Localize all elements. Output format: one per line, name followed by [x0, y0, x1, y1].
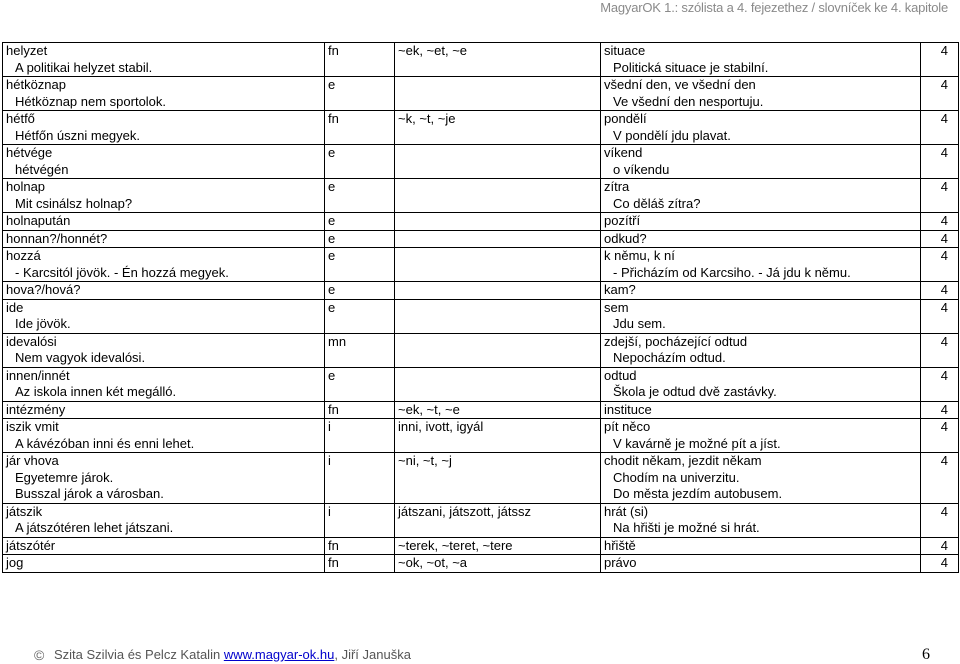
chapter-number: 4 — [940, 555, 948, 570]
hungarian-example: Nem vagyok idevalósi. — [15, 350, 146, 365]
table-row — [3, 333, 959, 367]
chapter-cell — [921, 453, 959, 504]
table-row — [3, 179, 959, 213]
czech-cell — [601, 419, 921, 453]
czech-headword: pozítří — [604, 213, 641, 228]
part-of-speech: i — [328, 453, 331, 468]
part-of-speech-cell — [325, 145, 395, 179]
hungarian-headword: helyzet — [6, 43, 48, 58]
table-row — [3, 453, 959, 504]
part-of-speech: e — [328, 179, 336, 194]
czech-headword: víkend — [604, 145, 643, 160]
inflection-forms: ~ek, ~et, ~e — [398, 43, 468, 58]
czech-headword: k němu, k ní — [604, 248, 675, 263]
chapter-cell — [921, 537, 959, 555]
hungarian-headword: iszik vmit — [6, 419, 59, 434]
page-footer — [34, 646, 944, 664]
czech-cell — [601, 367, 921, 401]
chapter-number: 4 — [940, 213, 948, 228]
czech-cell — [601, 248, 921, 282]
hungarian-cell — [3, 367, 325, 401]
czech-example: V kavárně je možné pít a jíst. — [613, 435, 781, 451]
hungarian-headword: jog — [6, 555, 24, 570]
czech-headword: zdejší, pocházející odtud — [604, 333, 748, 349]
chapter-cell — [921, 503, 959, 537]
inflection-cell — [395, 230, 601, 248]
part-of-speech-cell — [325, 503, 395, 537]
hungarian-headword: hétköznap — [6, 77, 66, 92]
part-of-speech: fn — [328, 401, 339, 417]
part-of-speech: e — [328, 77, 336, 92]
hungarian-headword: intézmény — [6, 401, 66, 417]
czech-headword: všední den, ve všední den — [604, 77, 756, 92]
chapter-cell — [921, 555, 959, 573]
inflection-forms: ~ni, ~t, ~j — [398, 453, 452, 468]
part-of-speech-cell — [325, 419, 395, 453]
chapter-number: 4 — [940, 503, 948, 519]
part-of-speech-cell — [325, 401, 395, 419]
inflection-cell — [395, 213, 601, 231]
czech-cell — [601, 43, 921, 77]
part-of-speech: e — [328, 282, 336, 297]
chapter-number: 4 — [940, 419, 948, 434]
chapter-number: 4 — [940, 179, 948, 194]
hungarian-headword: hozzá — [6, 248, 41, 263]
hungarian-cell — [3, 43, 325, 77]
hungarian-example: Egyetemre járok. — [15, 469, 114, 485]
chapter-number: 4 — [940, 333, 948, 349]
hungarian-headword: innen/innét — [6, 367, 70, 383]
czech-cell — [601, 453, 921, 504]
czech-headword: hřiště — [604, 537, 636, 553]
inflection-cell — [395, 555, 601, 573]
hungarian-headword: hétfő — [6, 111, 35, 126]
czech-headword: odkud? — [604, 230, 647, 246]
table-row — [3, 213, 959, 231]
inflection-cell — [395, 453, 601, 504]
part-of-speech: e — [328, 213, 336, 228]
hungarian-example: Hétköznap nem sportolok. — [15, 93, 167, 109]
table-row — [3, 43, 959, 77]
part-of-speech-cell — [325, 230, 395, 248]
chapter-cell — [921, 145, 959, 179]
table-row — [3, 503, 959, 537]
table-row — [3, 419, 959, 453]
czech-example: Politická situace je stabilní. — [613, 59, 769, 75]
part-of-speech: fn — [328, 555, 339, 570]
inflection-forms: inni, ivott, igyál — [398, 419, 484, 434]
hungarian-example: Ide jövök. — [15, 316, 71, 331]
vocabulary-table-body — [3, 43, 959, 573]
hungarian-example: A politikai helyzet stabil. — [15, 59, 153, 75]
part-of-speech-cell — [325, 537, 395, 555]
czech-headword: pondělí — [604, 111, 647, 126]
czech-cell — [601, 503, 921, 537]
footer-credit — [54, 647, 411, 662]
inflection-forms: ~terek, ~teret, ~tere — [398, 537, 513, 553]
czech-headword: zítra — [604, 179, 630, 194]
hungarian-cell — [3, 77, 325, 111]
part-of-speech: fn — [328, 537, 339, 553]
czech-headword: situace — [604, 43, 646, 58]
part-of-speech-cell — [325, 213, 395, 231]
czech-example: V pondělí jdu plavat. — [613, 127, 731, 143]
footer-authors: Szita Szilvia és Pelcz Katalin — [54, 647, 221, 662]
inflection-cell — [395, 248, 601, 282]
chapter-number: 4 — [940, 401, 948, 417]
table-row — [3, 145, 959, 179]
hungarian-cell — [3, 299, 325, 333]
table-row — [3, 248, 959, 282]
table-row — [3, 230, 959, 248]
inflection-cell — [395, 419, 601, 453]
hungarian-headword: idevalósi — [6, 333, 57, 349]
czech-headword: odtud — [604, 367, 637, 383]
czech-headword: hrát (si) — [604, 503, 649, 519]
inflection-cell — [395, 537, 601, 555]
part-of-speech-cell — [325, 333, 395, 367]
website-link[interactable]: www.magyar-ok.hu — [223, 647, 335, 662]
czech-example: o víkendu — [613, 161, 670, 177]
chapter-number: 4 — [940, 537, 948, 553]
hungarian-cell — [3, 419, 325, 453]
inflection-cell — [395, 503, 601, 537]
inflection-cell — [395, 282, 601, 300]
part-of-speech: e — [328, 230, 336, 246]
chapter-cell — [921, 419, 959, 453]
czech-cell — [601, 282, 921, 300]
czech-headword: pít něco — [604, 419, 651, 434]
table-row — [3, 537, 959, 555]
table-row — [3, 555, 959, 573]
chapter-number: 4 — [940, 145, 948, 160]
inflection-forms: ~ek, ~t, ~e — [398, 401, 460, 417]
part-of-speech-cell — [325, 453, 395, 504]
czech-cell — [601, 299, 921, 333]
part-of-speech-cell — [325, 111, 395, 145]
hungarian-headword: játszik — [6, 503, 43, 519]
czech-cell — [601, 230, 921, 248]
czech-example: Chodím na univerzitu. — [613, 469, 740, 485]
table-row — [3, 282, 959, 300]
inflection-cell — [395, 111, 601, 145]
chapter-cell — [921, 77, 959, 111]
table-row — [3, 401, 959, 419]
chapter-cell — [921, 248, 959, 282]
table-row — [3, 299, 959, 333]
footer-translator: , Jiří Januška — [334, 647, 411, 662]
chapter-number: 4 — [940, 453, 948, 468]
chapter-number: 4 — [940, 111, 948, 126]
chapter-number: 4 — [940, 367, 948, 383]
hungarian-cell — [3, 213, 325, 231]
chapter-cell — [921, 213, 959, 231]
inflection-cell — [395, 145, 601, 179]
part-of-speech-cell — [325, 248, 395, 282]
czech-example: Jdu sem. — [613, 316, 666, 331]
czech-cell — [601, 401, 921, 419]
part-of-speech-cell — [325, 555, 395, 573]
chapter-number: 4 — [940, 282, 948, 297]
chapter-cell — [921, 333, 959, 367]
inflection-cell — [395, 333, 601, 367]
part-of-speech: fn — [328, 111, 339, 126]
part-of-speech: e — [328, 248, 336, 263]
inflection-cell — [395, 179, 601, 213]
czech-cell — [601, 77, 921, 111]
hungarian-example: Az iskola innen két megálló. — [15, 384, 177, 399]
table-row — [3, 367, 959, 401]
inflection-forms: játszani, játszott, játssz — [398, 503, 531, 519]
part-of-speech-cell — [325, 282, 395, 300]
czech-cell — [601, 179, 921, 213]
chapter-cell — [921, 282, 959, 300]
part-of-speech: e — [328, 367, 336, 383]
hungarian-example: - Karcsitól jövök. - Én hozzá megyek. — [15, 264, 229, 280]
czech-cell — [601, 213, 921, 231]
page-header-title: MagyarOK 1.: szólista a 4. fejezethez / slovníček ke 4. kapitole — [600, 0, 948, 15]
chapter-number: 4 — [940, 248, 948, 263]
czech-cell — [601, 145, 921, 179]
hungarian-example: Hétfőn úszni megyek. — [15, 127, 141, 143]
hungarian-example: Busszal járok a városban. — [15, 486, 164, 501]
chapter-number: 4 — [940, 77, 948, 92]
hungarian-headword: hova?/hová? — [6, 282, 81, 297]
part-of-speech: e — [328, 299, 336, 315]
page-number: 6 — [922, 646, 930, 663]
part-of-speech-cell — [325, 299, 395, 333]
copyright-icon: © — [34, 647, 45, 663]
chapter-cell — [921, 179, 959, 213]
czech-example: Do města jezdím autobusem. — [613, 486, 783, 501]
czech-cell — [601, 111, 921, 145]
hungarian-cell — [3, 248, 325, 282]
part-of-speech: i — [328, 419, 331, 434]
part-of-speech-cell — [325, 179, 395, 213]
hungarian-example: A játszótéren lehet játszani. — [15, 520, 174, 535]
chapter-cell — [921, 367, 959, 401]
hungarian-example: hétvégén — [15, 161, 69, 177]
hungarian-cell — [3, 401, 325, 419]
part-of-speech: i — [328, 503, 331, 519]
czech-cell — [601, 537, 921, 555]
hungarian-headword: jár vhova — [6, 453, 59, 468]
part-of-speech: e — [328, 145, 336, 160]
czech-example: Nepocházím odtud. — [613, 350, 726, 365]
inflection-cell — [395, 299, 601, 333]
chapter-cell — [921, 230, 959, 248]
part-of-speech: fn — [328, 43, 339, 58]
inflection-cell — [395, 77, 601, 111]
czech-headword: sem — [604, 299, 629, 315]
hungarian-example: Mit csinálsz holnap? — [15, 195, 133, 211]
hungarian-cell — [3, 282, 325, 300]
chapter-number: 4 — [940, 43, 948, 58]
czech-example: Na hřišti je možné si hrát. — [613, 520, 760, 535]
hungarian-cell — [3, 179, 325, 213]
czech-headword: právo — [604, 555, 637, 570]
chapter-number: 4 — [940, 299, 948, 315]
hungarian-headword: játszótér — [6, 537, 56, 553]
chapter-number: 4 — [940, 230, 948, 246]
part-of-speech-cell — [325, 43, 395, 77]
vocabulary-table — [2, 42, 959, 573]
czech-cell — [601, 555, 921, 573]
part-of-speech: mn — [328, 333, 347, 349]
inflection-forms: ~k, ~t, ~je — [398, 111, 456, 126]
hungarian-headword: ide — [6, 299, 24, 315]
table-row — [3, 111, 959, 145]
hungarian-cell — [3, 453, 325, 504]
czech-example: Co děláš zítra? — [613, 195, 701, 211]
table-row — [3, 77, 959, 111]
hungarian-cell — [3, 111, 325, 145]
hungarian-cell — [3, 503, 325, 537]
chapter-cell — [921, 43, 959, 77]
inflection-cell — [395, 43, 601, 77]
czech-example: Škola je odtud dvě zastávky. — [613, 384, 777, 399]
czech-headword: kam? — [604, 282, 636, 297]
inflection-cell — [395, 367, 601, 401]
hungarian-cell — [3, 145, 325, 179]
chapter-cell — [921, 299, 959, 333]
hungarian-headword: holnap — [6, 179, 46, 194]
czech-headword: chodit někam, jezdit někam — [604, 453, 762, 468]
hungarian-cell — [3, 230, 325, 248]
czech-cell — [601, 333, 921, 367]
hungarian-cell — [3, 555, 325, 573]
czech-example: - Přicházím od Karcsiho. - Já jdu k němu. — [613, 264, 851, 280]
hungarian-cell — [3, 333, 325, 367]
hungarian-cell — [3, 537, 325, 555]
hungarian-headword: honnan?/honnét? — [6, 230, 108, 246]
part-of-speech-cell — [325, 77, 395, 111]
chapter-cell — [921, 401, 959, 419]
czech-headword: instituce — [604, 401, 652, 417]
inflection-forms: ~ok, ~ot, ~a — [398, 555, 468, 570]
hungarian-headword: holnapután — [6, 213, 71, 228]
inflection-cell — [395, 401, 601, 419]
hungarian-headword: hétvége — [6, 145, 53, 160]
chapter-cell — [921, 111, 959, 145]
part-of-speech-cell — [325, 367, 395, 401]
czech-example: Ve všední den nesportuju. — [613, 93, 764, 109]
hungarian-example: A kávézóban inni és enni lehet. — [15, 435, 195, 451]
